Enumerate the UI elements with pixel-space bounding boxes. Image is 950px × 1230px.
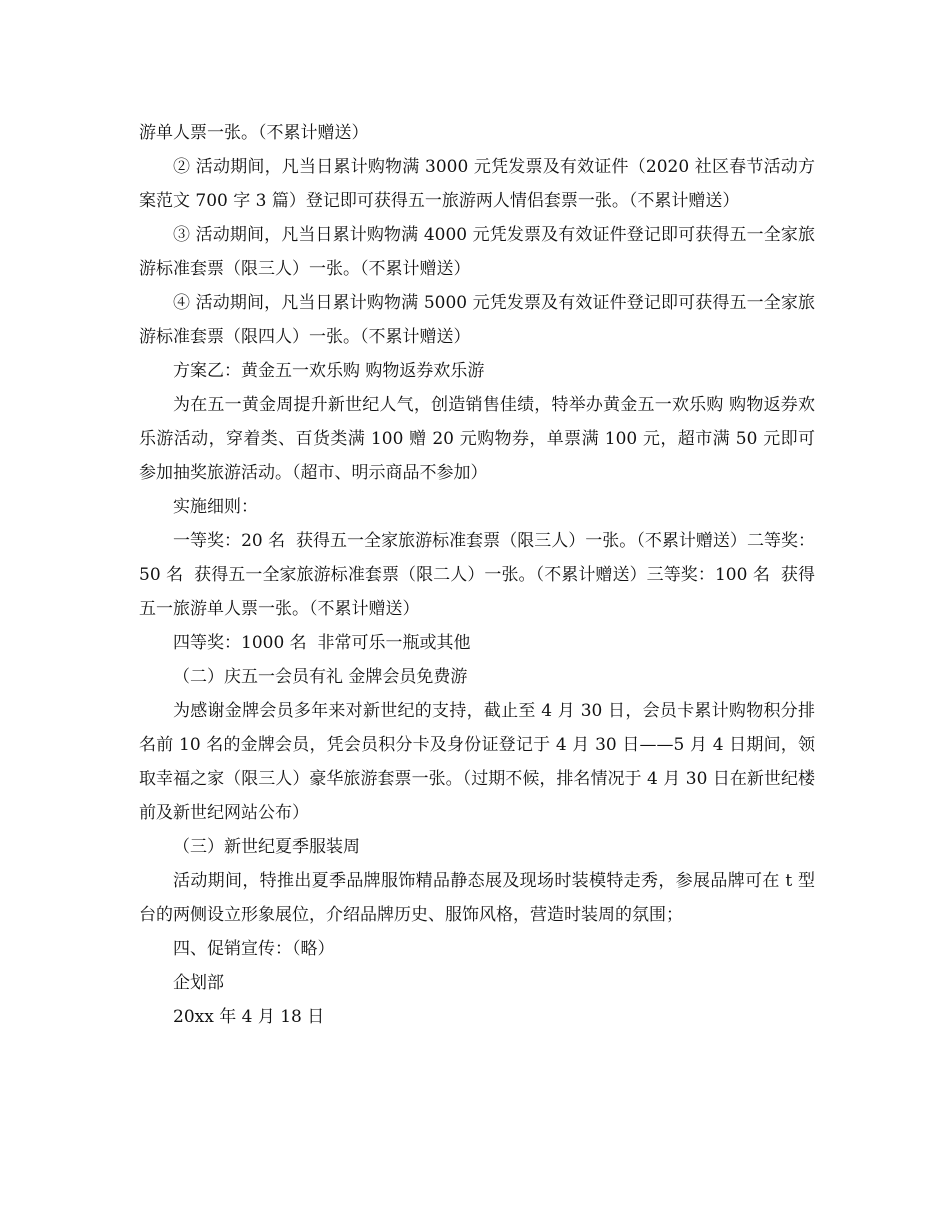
signature-department: 企划部 bbox=[173, 973, 224, 993]
paragraph-item-4: ④ 活动期间，凡当日累计购物满 5000 元凭发票及有效证件登记即可获得五一全家旅游标准套票（限四人）一张。（不累计赠送） bbox=[139, 293, 815, 347]
heading-implementation-details: 实施细则： bbox=[173, 497, 258, 517]
document-body bbox=[139, 116, 815, 1034]
paragraph-continuation: 游单人票一张。（不累计赠送） bbox=[139, 123, 369, 143]
paragraph-item-2: ② 活动期间，凡当日累计购物满 3000 元凭发票及有效证件（2020 社区春节活动方案范文 700 字 3 篇）登记即可获得五一旅游两人情侣套票一张。（不累计赠送） bbox=[139, 157, 815, 211]
paragraph-fashion-week: 活动期间，特推出夏季品牌服饰精品静态展及现场时装模特走秀，参展品牌可在 t 型台的两侧设立形象展位，介绍品牌历史、服饰风格，营造时装周的氛围； bbox=[139, 871, 815, 925]
paragraph-plan-b-intro: 为在五一黄金周提升新世纪人气，创造销售佳绩，特举办黄金五一欢乐购 购物返券欢乐游活动，穿着类、百货类满 100 赠 20 元购物券，单票满 100 元，超市满 50 元即可参加抽奖旅游活动。（超市、明示商品不参加） bbox=[139, 395, 815, 483]
paragraph-fourth-prize: 四等奖：1000 名 非常可乐一瓶或其他 bbox=[173, 633, 471, 653]
section-heading-plan-b: 方案乙：黄金五一欢乐购 购物返券欢乐游 bbox=[173, 361, 485, 381]
section-heading-member-gift: （二）庆五一会员有礼 金牌会员免费游 bbox=[173, 667, 468, 687]
paragraph-prizes: 一等奖：20 名 获得五一全家旅游标准套票（限三人）一张。（不累计赠送）二等奖：50 名 获得五一全家旅游标准套票（限二人）一张。（不累计赠送）三等奖：100 名 获得五一旅游单人票一张。（不累计赠送） bbox=[139, 531, 815, 619]
section-heading-promotion: 四、促销宣传：（略） bbox=[173, 939, 335, 959]
paragraph-member-gift: 为感谢金牌会员多年来对新世纪的支持，截止至 4 月 30 日，会员卡累计购物积分排名前 10 名的金牌会员，凭会员积分卡及身份证登记于 4 月 30 日——5 月 4 日期间，领取幸福之家（限三人）豪华旅游套票一张。（过期不候，排名情况于 4 月 30 日在新世纪楼前及新世纪网站公布） bbox=[139, 701, 815, 823]
signature-date: 20xx 年 4 月 18 日 bbox=[173, 1007, 325, 1027]
section-heading-fashion-week: （三）新世纪夏季服装周 bbox=[173, 837, 360, 857]
paragraph-item-3: ③ 活动期间，凡当日累计购物满 4000 元凭发票及有效证件登记即可获得五一全家旅游标准套票（限三人）一张。（不累计赠送） bbox=[139, 225, 815, 279]
